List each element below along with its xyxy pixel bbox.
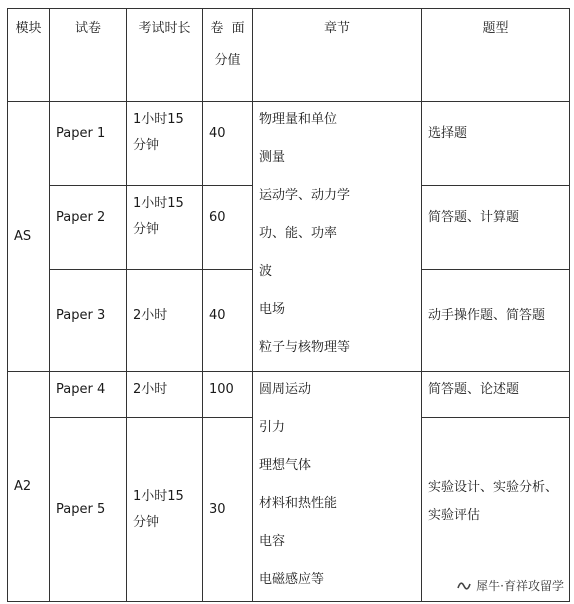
module-a2: A2 [8,372,50,602]
question-type: 动手操作题、简答题 [422,270,570,372]
chapter-item: 运动学、动力学 [259,188,351,203]
paper-name: Paper 3 [50,270,127,372]
score-value: 30 [203,418,253,602]
header-score-line1: 卷 面 [210,21,245,36]
score-value: 40 [203,270,253,372]
duration-cell: 2小时 [127,270,203,372]
chapter-item: 功、能、功率 [259,226,338,241]
table-row [8,372,570,418]
chapters-as [253,102,422,372]
duration-cell [127,418,203,602]
exam-structure-table [7,8,570,602]
paper-name: Paper 2 [50,186,127,270]
header-chapter: 章节 [253,9,422,102]
score-value: 40 [203,102,253,186]
chapter-item: 电场 [259,302,286,317]
header-duration: 考试时长 [127,9,203,102]
header-paper: 试卷 [50,9,127,102]
duration-cell: 2小时 [127,372,203,418]
duration-line2: 分钟 [133,138,160,153]
question-type-line1: 实验设计、实验分析、 [428,480,559,495]
chapter-item: 电容 [259,534,286,549]
header-score-line2: 分值 [214,53,241,68]
duration-line1: 1小时15 [133,112,184,127]
duration-line2: 分钟 [133,222,160,237]
wechat-channel-icon [456,578,472,594]
paper-name: Paper 1 [50,102,127,186]
question-type [422,418,570,602]
chapter-item: 波 [259,264,273,279]
score-value: 100 [203,372,253,418]
chapter-item: 测量 [259,150,286,165]
table-header-row [8,9,570,102]
chapter-item: 理想气体 [259,458,312,473]
chapter-item: 圆周运动 [259,382,312,397]
chapter-item: 粒子与核物理等 [259,340,351,355]
question-type: 简答题、论述题 [422,372,570,418]
duration-cell [127,102,203,186]
chapters-a2 [253,372,422,602]
chapter-item: 电磁感应等 [259,572,325,587]
duration-line1: 1小时15 [133,488,184,504]
paper-name: Paper 5 [50,418,127,602]
table-row [8,102,570,186]
header-module: 模块 [8,9,50,102]
score-value: 60 [203,186,253,270]
duration-line1: 1小时15 [133,196,184,211]
module-as: AS [8,102,50,372]
chapter-item: 材料和热性能 [259,496,338,511]
paper-name: Paper 4 [50,372,127,418]
question-type: 简答题、计算题 [422,186,570,270]
duration-cell [127,186,203,270]
duration-line2: 分钟 [133,514,160,530]
question-type: 选择题 [422,102,570,186]
header-question-type: 题型 [422,9,570,102]
chapter-item: 物理量和单位 [259,112,338,127]
watermark-text: 犀牛·育祥攻留学 [476,579,564,593]
watermark [452,575,568,596]
chapter-item: 引力 [259,420,286,435]
question-type-line2: 实验评估 [428,508,481,523]
header-score [203,9,253,102]
